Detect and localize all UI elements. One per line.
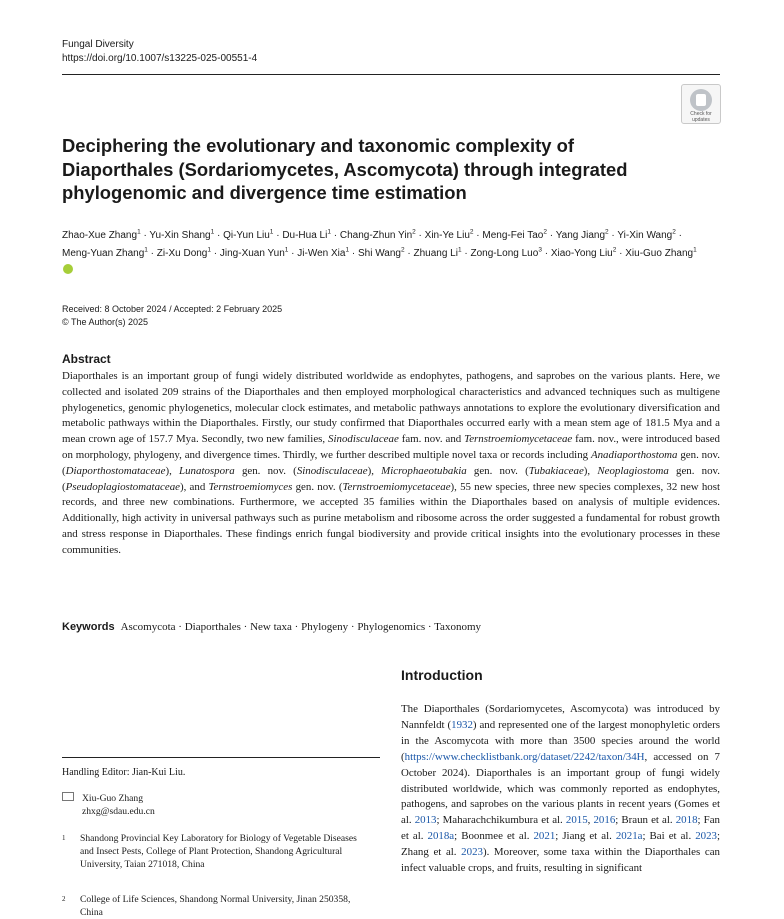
author-name: Xiu-Guo Zhang (625, 247, 694, 259)
author-affiliation-mark: 1 (269, 228, 274, 236)
abstract-text: Diaporthales is an important group of fungi widely distributed worldwide as endophytes, pathogens, and saprobes on the various plants. Here, we collected and isolated 209 strains of the Diaporthales and then employed morphological characteristics and advanced techniques such as multigene phylogenetics, genomic phylogenetics, molecular clock estimates, and metabolic pathways annotations to explore the evolutionary diversification and metabolic pathways within the Diaporthales. Firstly, our study confirmed that Diaporthales occurred early with a mean stem age of 181.5 Mya and a mean crown age of 157.7 Mya. Secondly, two new families, Sinodisculaceae fam. nov. and Ternstroemiomycetaceae fam. nov., were introduced based on morphology, phylogeny, and divergence times. Thirdly, we further described multiple novel taxa or records including Anadiaporthostoma gen. nov. (Diaporthostomataceae), Lunatospora gen. nov. (Sinodisculaceae), Microphaeotubakia gen. nov. (Tubakiaceae), Neoplagiostoma gen. nov. (Pseudoplagiostomataceae), and Ternstroemiomyces gen. nov. (Ternstroemiomycetaceae), 55 new species, three new species complexes, 32 new host records, and three new combinations. Furthermore, we accepted 35 families within the Diaporthales based on analysis of multiple evidences. Additionally, high activity in universal pathways such as purine metabolism and ribosome across the order suggested a fundamental for robust growth and stress response in Diaporthales. These findings enrich fungal biodiversity and provide critical insights into the evolutionary processes in these communities. (62, 370, 721, 556)
envelope-icon (62, 792, 74, 801)
author-affiliation-mark: 2 (672, 228, 676, 236)
affiliation-number: 1 (62, 834, 66, 842)
author-affiliation-mark: 2 (605, 228, 609, 236)
author-name: Xiao-Yong Liu (550, 247, 613, 259)
author-affiliation-mark: 1 (144, 246, 148, 254)
author-name: Zhao-Xue Zhang (62, 230, 138, 241)
corresponding-name: Xiu-Guo Zhang (82, 793, 144, 804)
copyright: © The Author(s) 2025 (62, 317, 149, 327)
header-rule (62, 74, 720, 75)
citation-link[interactable]: 2018 (675, 814, 698, 827)
footnote-rule (62, 757, 380, 758)
orcid-icon[interactable] (63, 264, 73, 274)
corresponding-email[interactable]: zhxg@sdau.edu.cn (82, 806, 155, 817)
author-name: Zhuang Li (413, 247, 458, 259)
citation-link[interactable]: 2023 (695, 830, 717, 843)
author-affiliation-mark: 2 (543, 228, 547, 236)
keywords-list: Ascomycota · Diaporthales · New taxa · Phylogeny · Phylogenomics · Taxonomy (120, 621, 481, 633)
author-affiliation-mark: 1 (345, 246, 350, 254)
doi-link[interactable]: https://doi.org/10.1007/s13225-025-00551-4 (62, 53, 258, 64)
introduction-text: The Diaporthales (Sordariomycetes, Ascomycota) was introduced by Nannfeldt (1932) and represented one of the largest monophyletic orders in the Ascomycota with more than 3500 species around the world (https://www.checklistbank.org/dataset/2242/taxon/34H, accessed on 7 October 2024). Diaporthales is an important group of fungi widely distributed worldwide, which was commonly reported as endophytes, pathogens, and saprobes on the various plants in recent years (Gomes et al. 2013; Maharachchikumbura et al. 2015, 2016; Braun et al. 2018; Fan et al. 2018a; Boonmee et al. 2021; Jiang et al. 2021a; Bai et al. 2023; Zhang et al. 2023). Moreover, some taxa within the Diaporthales can infect valuable crops, and fruits, resulting in significant (401, 703, 720, 875)
author-name: Jing-Xuan Yun (219, 247, 285, 259)
author-affiliation-mark: 1 (207, 246, 211, 254)
affiliation-text: College of Life Sciences, Shandong Normal University, Jinan 250358, China (80, 894, 351, 918)
author-name: Yu-Xin Shang (149, 230, 211, 241)
check-for-updates-label: Check for updates (690, 111, 712, 123)
author-affiliation-mark: 1 (210, 228, 215, 236)
citation-link[interactable]: 1932 (451, 718, 473, 731)
author-affiliation-mark: 1 (327, 228, 331, 236)
author-name: Shi Wang (357, 247, 401, 259)
citation-link[interactable]: 2018a (427, 830, 455, 843)
introduction-heading: Introduction (401, 667, 483, 683)
citation-link[interactable]: 2013 (414, 814, 437, 827)
author-affiliation-mark: 1 (457, 246, 462, 254)
author-affiliation-mark: 2 (469, 228, 474, 236)
citation-link[interactable]: 2023 (461, 846, 483, 859)
abstract-heading: Abstract (62, 352, 111, 366)
affiliation-2 (62, 893, 362, 919)
keywords-label: Keywords (62, 621, 115, 633)
citation-link[interactable]: 2021 (533, 830, 556, 843)
journal-header (62, 38, 257, 66)
author-name: Chang-Zhun Yin (339, 230, 413, 241)
author-name: Ji-Wen Xia (297, 247, 346, 259)
citation-link[interactable]: 2015 (565, 814, 588, 827)
author-affiliation-mark: 3 (538, 246, 542, 254)
affiliation-text: Shandong Provincial Key Laboratory for Biology of Vegetable Diseases and Insect Pests, College of Plant Protection, Shandong Agricultural University, Taian 271018, China (80, 833, 357, 870)
received-accepted: Received: 8 October 2024 / Accepted: 2 February 2025 (62, 304, 283, 314)
check-for-updates-badge[interactable] (681, 84, 721, 124)
affiliation-number: 2 (62, 895, 66, 903)
handling-editor: Handling Editor: Jian-Kui Liu. (62, 767, 186, 778)
author-affiliation-mark: 1 (284, 246, 289, 254)
keywords (62, 620, 481, 635)
author-affiliation-mark: 2 (412, 228, 416, 236)
article-dates (62, 303, 282, 329)
author-name: Du-Hua Li (282, 230, 328, 241)
author-affiliation-mark: 2 (612, 246, 617, 254)
author-affiliation-mark: 1 (137, 228, 141, 236)
author-name: Qi-Yun Liu (223, 230, 270, 241)
author-name: Yi-Xin Wang (617, 230, 673, 241)
author-name: Yang Jiang (555, 230, 606, 241)
author-name: Zi-Xu Dong (156, 247, 208, 259)
author-name: Zong-Long Luo (470, 247, 539, 259)
citation-link[interactable]: 2016 (593, 814, 616, 827)
journal-name: Fungal Diversity (62, 39, 134, 50)
author-name: Meng-Yuan Zhang (62, 247, 145, 259)
author-name: Meng-Fei Tao (482, 230, 544, 241)
author-list: Zhao-Xue Zhang$^1$ · Yu-Xin Shang$^1$ · Qi-Yun Liu$^1$ · Du-Hua $Li^1$ · Chang-Zhun Yin$^2$ · Xin-Ye Liu$^2$ · Meng-Fei Tao$^2$ · Yang Jiang$^2$ · Yi-Xin Wang$^2$ · Meng-Yuan Zhang$^1$ · Zi-Xu Dong$^1$ · Jing-Xuan Yun$^1$ · Ji-Wen Xia$^1$ · Shi Wang$^2$ · Zhuang $Li^1$ · Zong-Long Luo$^3$ · Xiao-Yong Liu$^2$ · Xiu-Guo Zhang$^1$ (62, 227, 702, 280)
corresponding-author (62, 792, 155, 818)
paper-title: Deciphering the evolutionary and taxonomic complexity of Diaporthales (Sordariomycetes, Ascomycota) through integrated phylogenomic and divergence time estimation (62, 135, 628, 203)
affiliation-1 (62, 832, 362, 871)
check-for-updates-icon (690, 89, 712, 111)
author-affiliation-mark: 2 (400, 246, 405, 254)
author-name: Xin-Ye Liu (424, 230, 470, 241)
author-affiliation-mark: 1 (693, 246, 697, 254)
checklistbank-link[interactable]: https://www.checklistbank.org/dataset/2242/taxon/34H (404, 750, 645, 763)
citation-link[interactable]: 2021a (615, 830, 643, 843)
